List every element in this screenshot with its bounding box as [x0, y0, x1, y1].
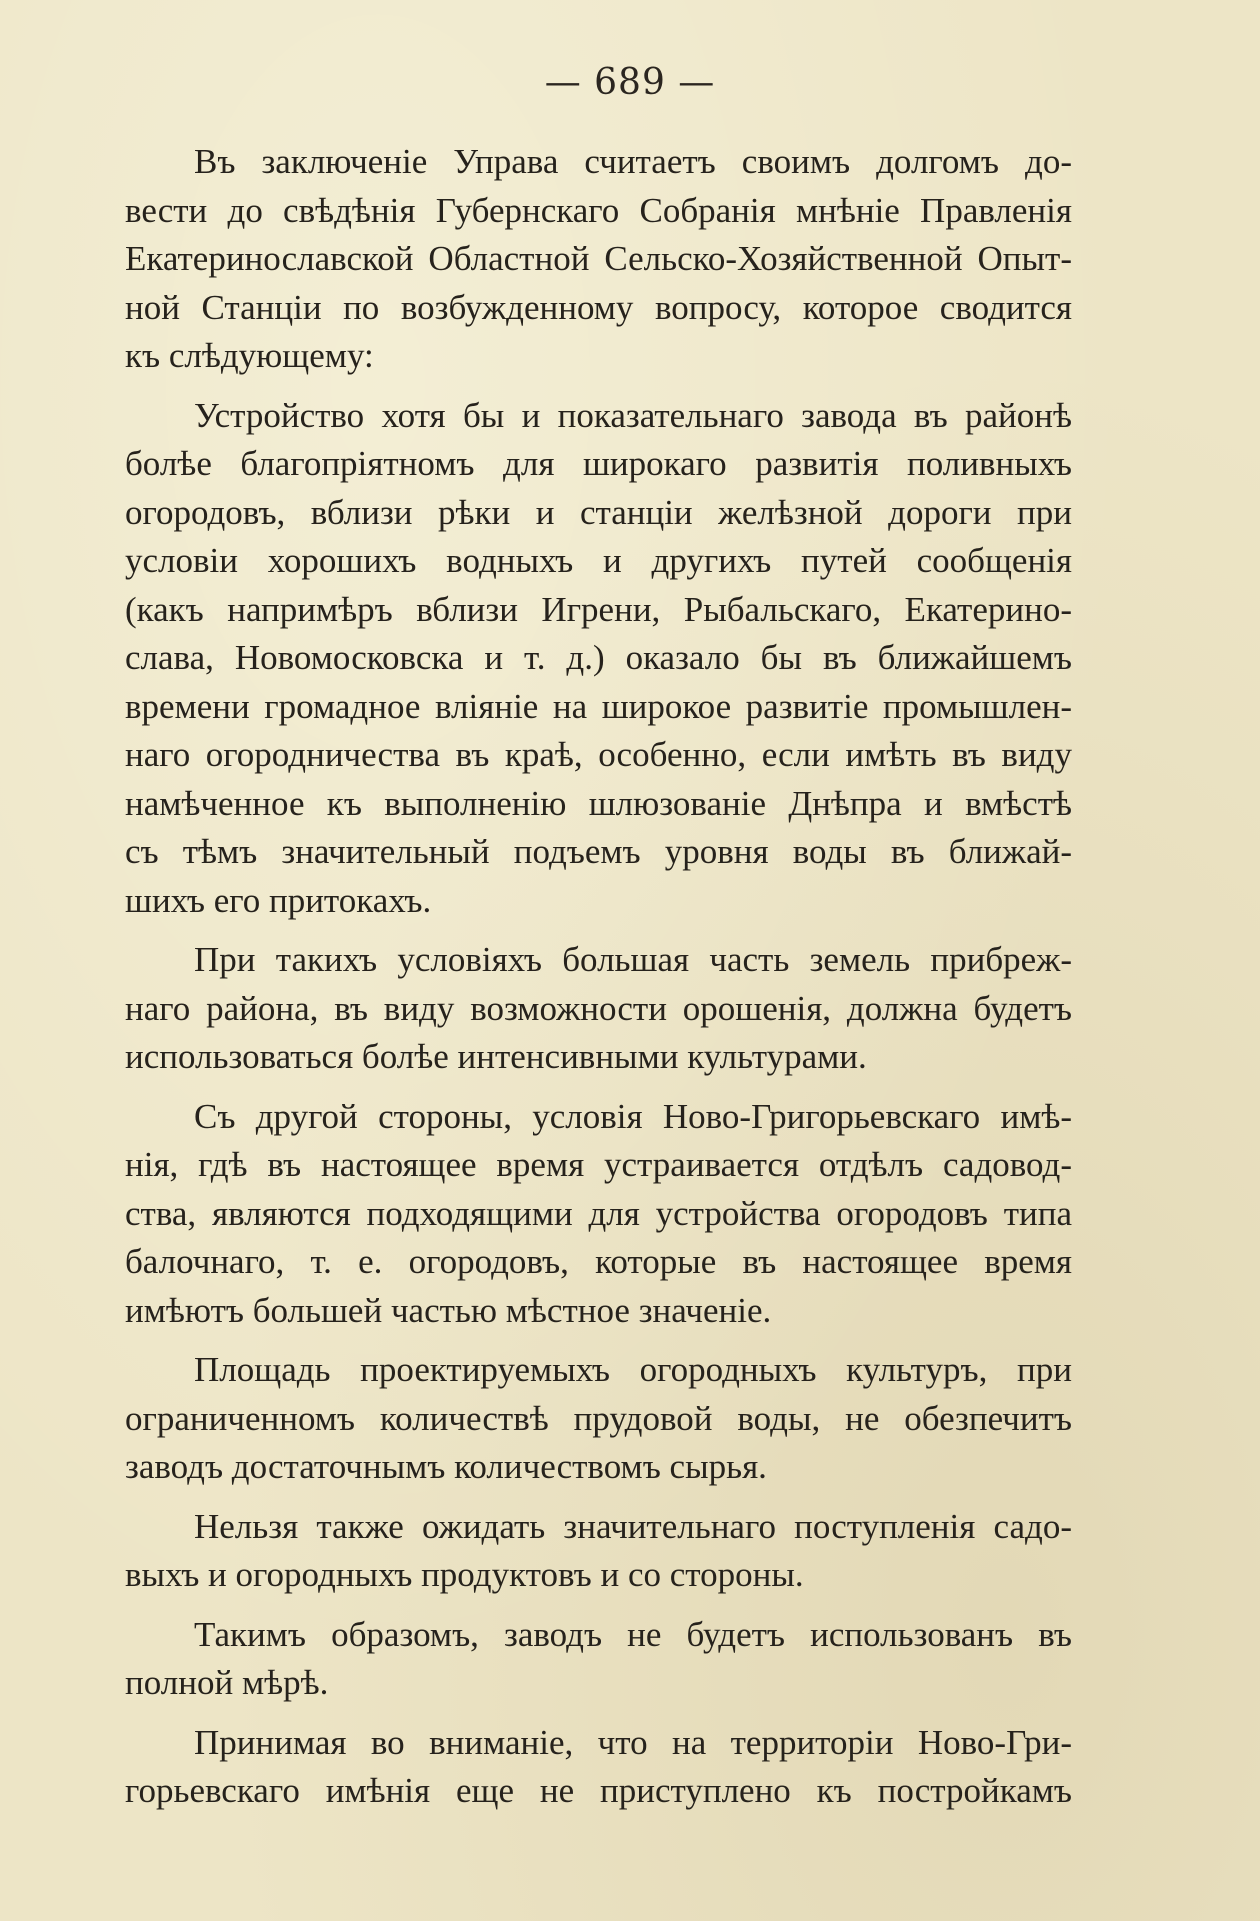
text-line: Такимъ образомъ, заводъ не будетъ использованъ въ	[194, 1614, 1072, 1654]
text-line: Принимая во вниманіе, что на территоріи Ново-Гри-	[194, 1722, 1072, 1762]
text-line: При такихъ условіяхъ большая часть земель прибреж-	[194, 940, 1072, 979]
text-line: времени громадное вліяніе на широкое развитіе промышлен-	[125, 686, 1072, 726]
text-line: наго района, въ виду возможности орошенія, должна будетъ	[125, 988, 1072, 1028]
text-line: Площадь проектируемыхъ огородныхъ культуръ, при	[194, 1350, 1072, 1389]
text-line: ограниченномъ количествѣ прудовой воды, не обезпечитъ	[125, 1398, 1072, 1438]
text-line: использоваться болѣе интенсивными культурами.	[125, 1037, 867, 1076]
text-line: ной Станціи по возбужденному вопросу, которое сводится	[125, 287, 1072, 327]
text-line: наго огородничества въ краѣ, особенно, если имѣть въ виду	[125, 735, 1072, 774]
text-line: полной мѣрѣ.	[125, 1663, 329, 1702]
text-line: нія, гдѣ въ настоящее время устраивается отдѣлъ садовод-	[125, 1145, 1072, 1184]
text-line: Устройство хотя бы и показательнаго завода въ районѣ	[194, 395, 1072, 435]
paragraph-conclusion-intro	[56, 138, 1072, 381]
body-text	[56, 138, 1072, 1827]
text-line: огородовъ, вблизи рѣки и станціи желѣзной дороги при	[125, 492, 1072, 532]
text-line: вести до свѣдѣнія Губернскаго Собранія мнѣніе Правленія	[125, 190, 1072, 230]
text-line: условіи хорошихъ водныхъ и другихъ путей сообщенія	[125, 541, 1072, 580]
paragraph-crop-area	[56, 1346, 1072, 1492]
text-line: Екатеринославской Областной Сельско-Хозяйственной Опыт-	[125, 239, 1072, 278]
page-number: — 689 —	[544, 62, 716, 103]
paragraph-factory-device	[56, 392, 1072, 926]
text-line: Съ другой стороны, условія Ново-Григорьевскаго имѣ-	[194, 1096, 1072, 1136]
paragraph-estate-conditions	[56, 1093, 1072, 1336]
text-line: имѣютъ большей частью мѣстное значеніе.	[125, 1290, 772, 1330]
text-line: намѣченное къ выполненію шлюзованіе Днѣпра и вмѣстѣ	[125, 783, 1072, 823]
text-line: съ тѣмъ значительный подъемъ уровня воды въ ближай-	[125, 832, 1072, 871]
text-line: балочнаго, т. е. огородовъ, которые въ настоящее время	[125, 1242, 1072, 1281]
paragraph-conclusion	[56, 1611, 1072, 1708]
text-line: слава, Новомосковска и т. д.) оказало бы въ ближайшемъ	[125, 638, 1072, 677]
text-line: Нельзя также ожидать значительнаго поступленія садо-	[194, 1506, 1072, 1546]
text-line: ства, являются подходящими для устройства огородовъ типа	[125, 1193, 1072, 1233]
paragraph-supply	[56, 1503, 1072, 1600]
text-line: Въ заключеніе Управа считаетъ своимъ долгомъ до-	[194, 142, 1072, 181]
text-line: болѣе благопріятномъ для широкаго развитія поливныхъ	[125, 444, 1072, 483]
text-line: шихъ его притокахъ.	[125, 880, 432, 920]
text-line: выхъ и огородныхъ продуктовъ и со стороны.	[125, 1555, 804, 1594]
text-line: заводъ достаточнымъ количествомъ сырья.	[125, 1447, 767, 1486]
text-line: къ слѣдующему:	[125, 336, 374, 375]
text-line: (какъ напримѣръ вблизи Игрени, Рыбальскаго, Екатерино-	[125, 589, 1072, 629]
paragraph-territory	[56, 1719, 1072, 1816]
paragraph-coastal-lands	[56, 936, 1072, 1082]
text-line: горьевскаго имѣнія еще не приступлено къ постройкамъ	[125, 1771, 1072, 1810]
